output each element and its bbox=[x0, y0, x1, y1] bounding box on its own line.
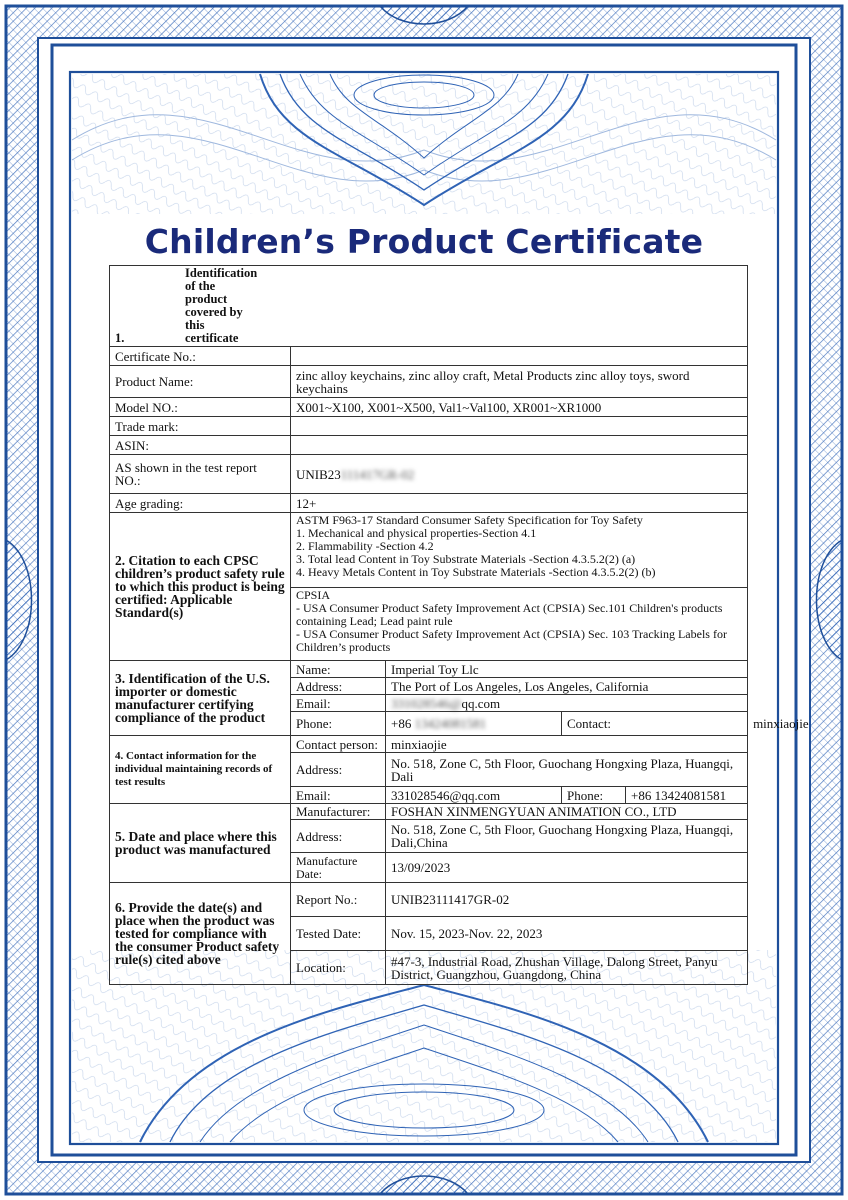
records-phone-value: +86 13424081581 bbox=[626, 787, 748, 804]
importer-address-value: The Port of Los Angeles, Los Angeles, California bbox=[386, 678, 748, 695]
records-email-label: Email: bbox=[291, 787, 386, 804]
importer-contact-label: Contact: bbox=[562, 712, 748, 736]
redacted-text: 13424081581 bbox=[414, 716, 487, 731]
manufacturer-label: Manufacturer: bbox=[291, 804, 386, 820]
age-grading-label: Age grading: bbox=[110, 494, 291, 513]
certificate-table bbox=[109, 265, 748, 985]
product-name-value: zinc alloy keychains, zinc alloy craft, Metal Products zinc alloy toys, sword keychains bbox=[291, 366, 748, 398]
section1-heading: 1.Identification of the product covered by this certificate bbox=[110, 266, 748, 347]
trade-mark-value bbox=[291, 417, 748, 436]
trade-mark-label: Trade mark: bbox=[110, 417, 291, 436]
asin-label: ASIN: bbox=[110, 436, 291, 455]
section2-label: 2. Citation to each CPSC children’s product safety rule to which this product is being certified: Applicable Standard(s) bbox=[110, 513, 291, 661]
importer-name-label: Name: bbox=[291, 661, 386, 678]
redacted-text: 331028546@ bbox=[391, 695, 462, 711]
section3-label: 3. Identification of the U.S. importer or domestic manufacturer certifying compliance of the product bbox=[110, 661, 291, 736]
manufacturer-address-value: No. 518, Zone C, 5th Floor, Guochang Hongxing Plaza, Huangqi, Dali,China bbox=[386, 820, 748, 853]
records-address-label: Address: bbox=[291, 753, 386, 787]
manufacturer-address-label: Address: bbox=[291, 820, 386, 853]
importer-email-label: Email: bbox=[291, 695, 386, 712]
test-location-value: #47-3, Industrial Road, Zhushan Village, Dalong Street, Panyu District, Guangzhou, Guangdong, China bbox=[386, 951, 748, 985]
model-no-value: X001~X100, X001~X500, Val1~Val100, XR001~XR1000 bbox=[291, 398, 748, 417]
product-name-label: Product Name: bbox=[110, 366, 291, 398]
model-no-label: Model NO.: bbox=[110, 398, 291, 417]
importer-address-label: Address: bbox=[291, 678, 386, 695]
manufacture-date-label: Manufacture Date: bbox=[291, 853, 386, 883]
tested-date-label: Tested Date: bbox=[291, 917, 386, 951]
importer-phone-value: +86 13424081581 bbox=[386, 712, 562, 736]
redacted-text: 111417GR-02 bbox=[340, 466, 415, 482]
manufacturer-value: FOSHAN XINMENGYUAN ANIMATION CO., LTD bbox=[386, 804, 748, 820]
contact-person-label: Contact person: bbox=[291, 736, 386, 753]
tested-date-value: Nov. 15, 2023-Nov. 22, 2023 bbox=[386, 917, 748, 951]
records-email-value: 331028546@qq.com bbox=[386, 787, 562, 804]
importer-email-value: 331028546@qq.com bbox=[386, 695, 748, 712]
records-phone-label: Phone: bbox=[562, 787, 626, 804]
age-grading-value: 12+ bbox=[291, 494, 748, 513]
astm-standards: ASTM F963-17 Standard Consumer Safety Specification for Toy Safety 1. Mechanical and physical properties-Section 4.1 2. Flammability -Section 4.2 3. Total lead Content in Toy Substrate Materials -Section 4.3.5.2(2) (a) 4. Heavy Metals Content in Toy Substrate Materials -Section 4.3.5.2(2) (b) bbox=[291, 513, 748, 588]
cpsia-standards: CPSIA - USA Consumer Product Safety Improvement Act (CPSIA) Sec.101 Children's products containing Lead; Lead paint rule - USA Consumer Product Safety Improvement Act (CPSIA) Sec. 103 Tracking Labels for Children’s products bbox=[291, 588, 748, 661]
section6-label: 6. Provide the date(s) and place when the product was tested for compliance with the consumer Product safety rule(s) cited above bbox=[110, 883, 291, 985]
certificate-no-label: Certificate No.: bbox=[110, 347, 291, 366]
importer-phone-label: Phone: bbox=[291, 712, 386, 736]
report-no-value: UNIB23111417GR-02 bbox=[386, 883, 748, 917]
certificate-no-value bbox=[291, 347, 748, 366]
importer-name-value: Imperial Toy Llc bbox=[386, 661, 748, 678]
section5-label: 5. Date and place where this product was manufactured bbox=[110, 804, 291, 883]
section4-label: 4. Contact information for the individual maintaining records of test results bbox=[110, 736, 291, 804]
contact-person-value: minxiaojie bbox=[386, 736, 748, 753]
report-no-label: Report No.: bbox=[291, 883, 386, 917]
test-location-label: Location: bbox=[291, 951, 386, 985]
test-report-value: UNIB23111417GR-02 bbox=[291, 455, 748, 494]
records-address-value: No. 518, Zone C, 5th Floor, Guochang Hongxing Plaza, Huangqi, Dali bbox=[386, 753, 748, 787]
test-report-label: AS shown in the test report NO.: bbox=[110, 455, 291, 494]
manufacture-date-value: 13/09/2023 bbox=[386, 853, 748, 883]
asin-value bbox=[291, 436, 748, 455]
certificate-title: Children’s Product Certificate bbox=[144, 222, 704, 261]
